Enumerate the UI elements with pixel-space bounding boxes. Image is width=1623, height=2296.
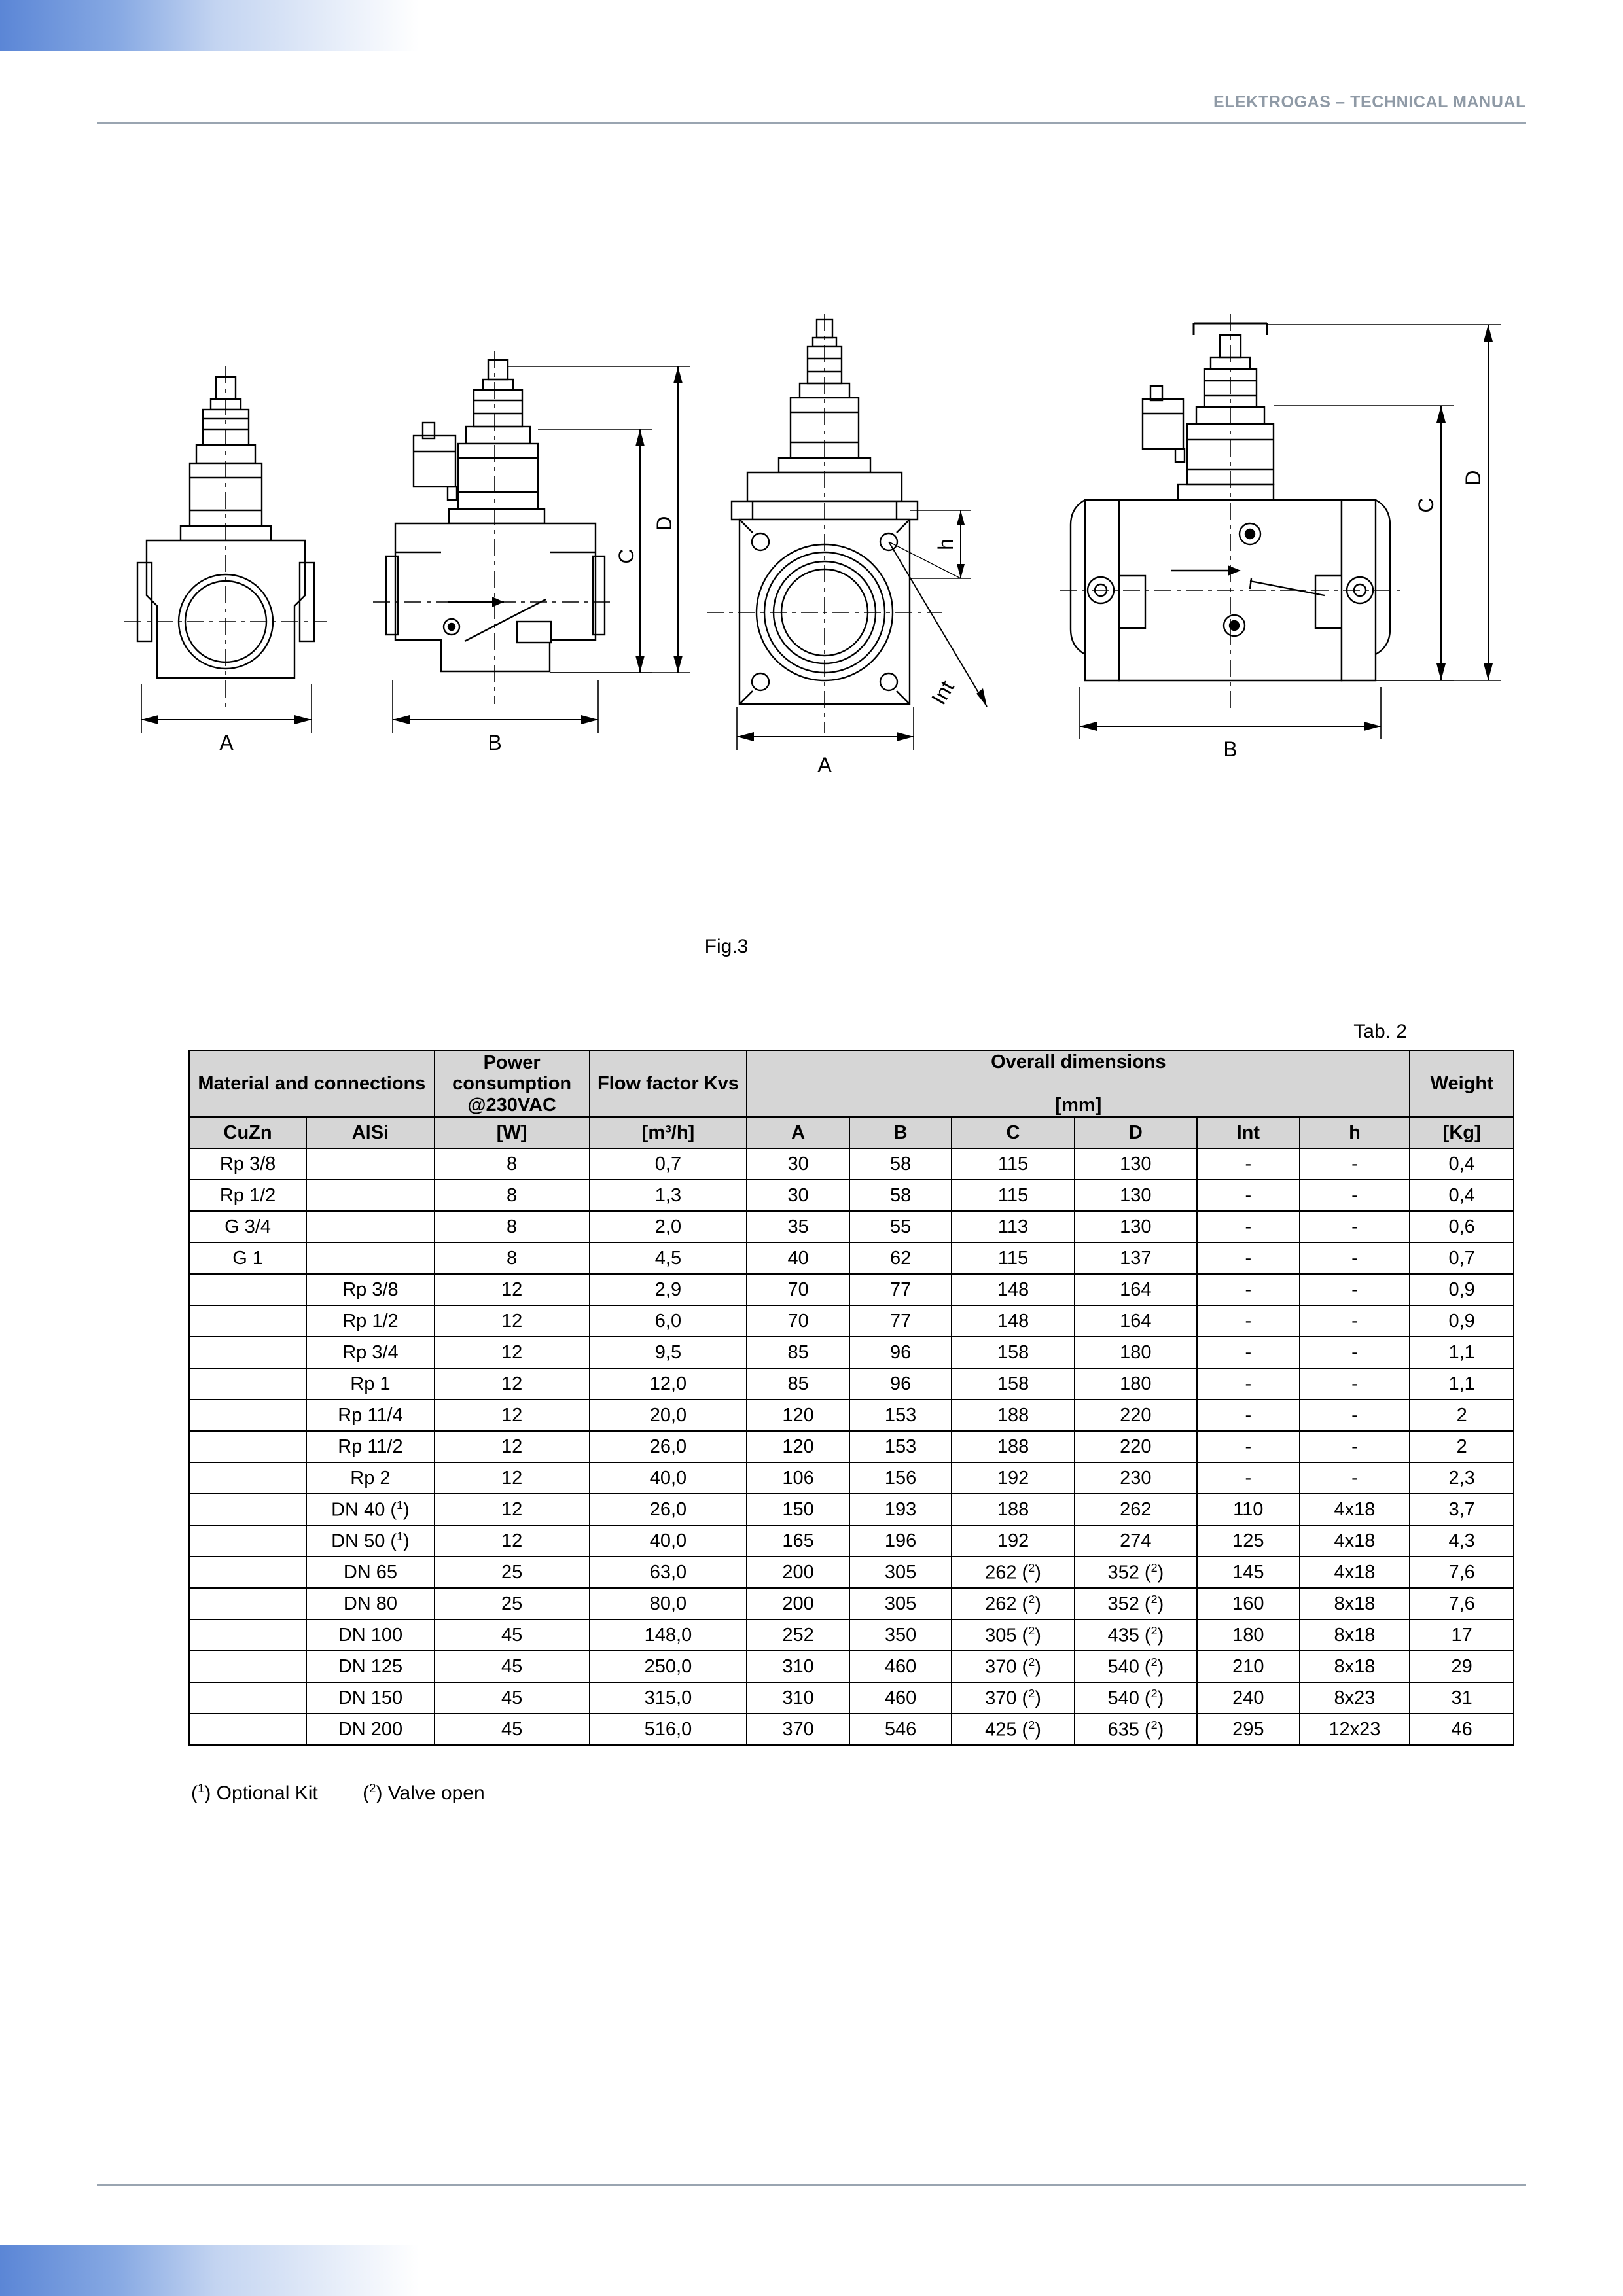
cell-aisi: DN 200 — [306, 1714, 435, 1745]
cell-int: 160 — [1197, 1588, 1299, 1619]
cell-d: 352 ($^2$) — [1075, 1588, 1197, 1619]
cell-c: 370 ($^2$) — [952, 1651, 1074, 1682]
dim-label-b-view4: B — [1223, 737, 1238, 761]
cell-int: 295 — [1197, 1714, 1299, 1745]
cell-h: - — [1300, 1180, 1410, 1211]
cell-weight: 1,1 — [1410, 1337, 1514, 1368]
valve-dimension-drawing — [98, 314, 1525, 890]
cell-a: 120 — [747, 1431, 849, 1462]
cell-c: 305 ($^2$) — [952, 1619, 1074, 1651]
cell-h: 4x18 — [1300, 1557, 1410, 1588]
cell-b: 350 — [849, 1619, 952, 1651]
cell-a: 30 — [747, 1148, 849, 1180]
header-dim-a: A — [747, 1117, 849, 1148]
cell-aisi: Rp 1 — [306, 1368, 435, 1400]
cell-cuzn: G 1 — [189, 1243, 306, 1274]
cell-power: 8 — [435, 1243, 590, 1274]
cell-int: - — [1197, 1305, 1299, 1337]
cell-power: 12 — [435, 1337, 590, 1368]
cell-int: - — [1197, 1368, 1299, 1400]
table-row — [189, 1682, 1514, 1714]
header-dim-b: B — [849, 1117, 952, 1148]
cell-c: 158 — [952, 1337, 1074, 1368]
cell-a: 370 — [747, 1714, 849, 1745]
cell-power: 12 — [435, 1305, 590, 1337]
footnote-1: ($^1$) Optional Kit — [191, 1781, 318, 1804]
header-dim-int: Int — [1197, 1117, 1299, 1148]
cell-power: 45 — [435, 1651, 590, 1682]
cell-weight: 31 — [1410, 1682, 1514, 1714]
cell-aisi: DN 100 — [306, 1619, 435, 1651]
cell-int: - — [1197, 1431, 1299, 1462]
cell-c: 188 — [952, 1400, 1074, 1431]
cell-kvs: 315,0 — [590, 1682, 747, 1714]
cell-a: 106 — [747, 1462, 849, 1494]
cell-weight: 7,6 — [1410, 1557, 1514, 1588]
cell-d: 230 — [1075, 1462, 1197, 1494]
table-row — [189, 1148, 1514, 1180]
cell-cuzn: Rp 1/2 — [189, 1180, 306, 1211]
cell-int: 240 — [1197, 1682, 1299, 1714]
cell-b: 58 — [849, 1148, 952, 1180]
cell-d: 540 ($^2$) — [1075, 1682, 1197, 1714]
cell-h: - — [1300, 1368, 1410, 1400]
cell-h: - — [1300, 1243, 1410, 1274]
cell-int: - — [1197, 1180, 1299, 1211]
header-aisi: AlSi — [306, 1117, 435, 1148]
cell-d: 130 — [1075, 1180, 1197, 1211]
cell-a: 30 — [747, 1180, 849, 1211]
cell-power: 12 — [435, 1431, 590, 1462]
cell-kvs: 9,5 — [590, 1337, 747, 1368]
cell-d: 220 — [1075, 1431, 1197, 1462]
cell-h: - — [1300, 1274, 1410, 1305]
cell-b: 193 — [849, 1494, 952, 1525]
cell-d: 435 ($^2$) — [1075, 1619, 1197, 1651]
footnote-2: ($^2$) Valve open — [363, 1781, 485, 1804]
cell-d: 164 — [1075, 1274, 1197, 1305]
footnote-1-marker: 1 — [198, 1781, 205, 1795]
cell-power: 8 — [435, 1148, 590, 1180]
cell-kvs: 26,0 — [590, 1431, 747, 1462]
cell-weight: 29 — [1410, 1651, 1514, 1682]
header-weight-unit: [Kg] — [1410, 1117, 1514, 1148]
cell-kvs: 63,0 — [590, 1557, 747, 1588]
cell-d: 220 — [1075, 1400, 1197, 1431]
cell-cuzn — [189, 1682, 306, 1714]
dim-label-h-view3: h — [934, 539, 957, 550]
footer-divider — [97, 2184, 1526, 2186]
cell-h: - — [1300, 1400, 1410, 1431]
dim-label-c-view2: C — [615, 548, 638, 564]
cell-b: 58 — [849, 1180, 952, 1211]
cell-weight: 2 — [1410, 1400, 1514, 1431]
cell-weight: 46 — [1410, 1714, 1514, 1745]
cell-power: 45 — [435, 1714, 590, 1745]
table-row — [189, 1462, 1514, 1494]
cell-aisi: DN 40 ($^1$) — [306, 1494, 435, 1525]
cell-a: 165 — [747, 1525, 849, 1557]
specifications-table — [188, 1050, 1514, 1746]
header-weight: Weight — [1410, 1051, 1514, 1117]
cell-aisi — [306, 1180, 435, 1211]
cell-d: 274 — [1075, 1525, 1197, 1557]
cell-a: 85 — [747, 1368, 849, 1400]
header-power-unit: [W] — [435, 1117, 590, 1148]
cell-kvs: 2,9 — [590, 1274, 747, 1305]
cell-h: 8x18 — [1300, 1588, 1410, 1619]
dim-label-c-view4: C — [1414, 497, 1438, 513]
cell-kvs: 80,0 — [590, 1588, 747, 1619]
dim-label-d-view2: D — [652, 516, 676, 531]
cell-cuzn — [189, 1337, 306, 1368]
table-body — [189, 1148, 1514, 1745]
cell-aisi: Rp 3/8 — [306, 1274, 435, 1305]
cell-int: - — [1197, 1400, 1299, 1431]
table-header-row-subs — [189, 1117, 1514, 1148]
cell-aisi: Rp 1/2 — [306, 1305, 435, 1337]
cell-cuzn — [189, 1588, 306, 1619]
cell-power: 25 — [435, 1588, 590, 1619]
cell-b: 305 — [849, 1557, 952, 1588]
cell-a: 252 — [747, 1619, 849, 1651]
cell-h: 4x18 — [1300, 1494, 1410, 1525]
cell-a: 310 — [747, 1682, 849, 1714]
cell-c: 425 ($^2$) — [952, 1714, 1074, 1745]
cell-aisi: DN 125 — [306, 1651, 435, 1682]
table-row — [189, 1180, 1514, 1211]
view-threaded-front — [124, 366, 327, 733]
table-row — [189, 1274, 1514, 1305]
table-row — [189, 1243, 1514, 1274]
table-footnotes — [191, 1781, 485, 1805]
cell-c: 262 ($^2$) — [952, 1557, 1074, 1588]
cell-cuzn — [189, 1651, 306, 1682]
table-row — [189, 1588, 1514, 1619]
cell-b: 77 — [849, 1274, 952, 1305]
cell-weight: 4,3 — [1410, 1525, 1514, 1557]
cell-aisi: DN 50 ($^1$) — [306, 1525, 435, 1557]
cell-cuzn — [189, 1431, 306, 1462]
table-row — [189, 1400, 1514, 1431]
cell-kvs: 40,0 — [590, 1525, 747, 1557]
cell-aisi — [306, 1211, 435, 1243]
cell-h: 8x23 — [1300, 1682, 1410, 1714]
cell-b: 460 — [849, 1651, 952, 1682]
cell-aisi — [306, 1148, 435, 1180]
cell-cuzn — [189, 1494, 306, 1525]
document-header-title: ELEKTROGAS – TECHNICAL MANUAL — [1213, 93, 1526, 111]
cell-cuzn — [189, 1368, 306, 1400]
table-row — [189, 1714, 1514, 1745]
cell-kvs: 1,3 — [590, 1180, 747, 1211]
cell-weight: 0,4 — [1410, 1180, 1514, 1211]
cell-weight: 0,9 — [1410, 1274, 1514, 1305]
cell-h: - — [1300, 1431, 1410, 1462]
cell-cuzn — [189, 1557, 306, 1588]
cell-h: - — [1300, 1148, 1410, 1180]
cell-kvs: 26,0 — [590, 1494, 747, 1525]
cell-int: 110 — [1197, 1494, 1299, 1525]
cell-weight: 2,3 — [1410, 1462, 1514, 1494]
cell-weight: 0,9 — [1410, 1305, 1514, 1337]
cell-kvs: 148,0 — [590, 1619, 747, 1651]
cell-a: 70 — [747, 1274, 849, 1305]
cell-b: 153 — [849, 1400, 952, 1431]
cell-aisi: Rp 2 — [306, 1462, 435, 1494]
cell-power: 12 — [435, 1462, 590, 1494]
cell-weight: 17 — [1410, 1619, 1514, 1651]
table-row — [189, 1305, 1514, 1337]
cell-power: 8 — [435, 1180, 590, 1211]
header-flow-factor: Flow factor Kvs — [590, 1051, 747, 1117]
header-power-consumption: Power consumption @230VAC — [435, 1051, 590, 1117]
page-top-decoration — [0, 0, 1623, 51]
cell-b: 55 — [849, 1211, 952, 1243]
cell-a: 120 — [747, 1400, 849, 1431]
cell-h: 8x18 — [1300, 1651, 1410, 1682]
cell-int: - — [1197, 1462, 1299, 1494]
cell-a: 310 — [747, 1651, 849, 1682]
header-cuzn: CuZn — [189, 1117, 306, 1148]
cell-kvs: 516,0 — [590, 1714, 747, 1745]
cell-power: 12 — [435, 1368, 590, 1400]
cell-power: 45 — [435, 1682, 590, 1714]
cell-c: 158 — [952, 1368, 1074, 1400]
cell-a: 85 — [747, 1337, 849, 1368]
cell-b: 156 — [849, 1462, 952, 1494]
cell-h: - — [1300, 1337, 1410, 1368]
cell-weight: 0,7 — [1410, 1243, 1514, 1274]
cell-cuzn: G 3/4 — [189, 1211, 306, 1243]
cell-a: 70 — [747, 1305, 849, 1337]
cell-b: 62 — [849, 1243, 952, 1274]
cell-int: 180 — [1197, 1619, 1299, 1651]
cell-kvs: 12,0 — [590, 1368, 747, 1400]
cell-int: 145 — [1197, 1557, 1299, 1588]
cell-d: 635 ($^2$) — [1075, 1714, 1197, 1745]
cell-cuzn — [189, 1400, 306, 1431]
cell-power: 12 — [435, 1525, 590, 1557]
cell-aisi: DN 80 — [306, 1588, 435, 1619]
cell-c: 148 — [952, 1274, 1074, 1305]
cell-a: 150 — [747, 1494, 849, 1525]
cell-cuzn — [189, 1619, 306, 1651]
cell-b: 96 — [849, 1337, 952, 1368]
cell-cuzn — [189, 1714, 306, 1745]
cell-weight: 2 — [1410, 1431, 1514, 1462]
figure-caption — [0, 936, 1623, 958]
table-header-row-groups — [189, 1051, 1514, 1117]
table-row — [189, 1211, 1514, 1243]
cell-a: 40 — [747, 1243, 849, 1274]
cell-cuzn — [189, 1525, 306, 1557]
cell-c: 115 — [952, 1180, 1074, 1211]
table-row — [189, 1619, 1514, 1651]
footnote-2-marker: 2 — [369, 1781, 376, 1795]
footnote-2-text: ) Valve open — [376, 1782, 485, 1804]
table-row — [189, 1525, 1514, 1557]
cell-c: 370 ($^2$) — [952, 1682, 1074, 1714]
cell-cuzn — [189, 1305, 306, 1337]
table-caption: Tab. 2 — [1353, 1021, 1407, 1042]
cell-h: - — [1300, 1211, 1410, 1243]
cell-aisi: DN 65 — [306, 1557, 435, 1588]
cell-d: 130 — [1075, 1211, 1197, 1243]
cell-power: 8 — [435, 1211, 590, 1243]
cell-kvs: 0,7 — [590, 1148, 747, 1180]
dim-label-a-view1: A — [219, 731, 234, 754]
cell-int: 210 — [1197, 1651, 1299, 1682]
header-dim-h: h — [1300, 1117, 1410, 1148]
specifications-table-wrapper — [188, 1050, 1514, 1746]
cell-h: 12x23 — [1300, 1714, 1410, 1745]
cell-d: 130 — [1075, 1148, 1197, 1180]
table-head — [189, 1051, 1514, 1148]
cell-power: 45 — [435, 1619, 590, 1651]
cell-weight: 0,4 — [1410, 1148, 1514, 1180]
cell-int: 125 — [1197, 1525, 1299, 1557]
cell-kvs: 6,0 — [590, 1305, 747, 1337]
header-overall-dimensions-label: Overall dimensions — [991, 1051, 1166, 1072]
table-row — [189, 1337, 1514, 1368]
cell-b: 77 — [849, 1305, 952, 1337]
cell-weight: 0,6 — [1410, 1211, 1514, 1243]
cell-kvs: 2,0 — [590, 1211, 747, 1243]
cell-d: 180 — [1075, 1368, 1197, 1400]
cell-d: 137 — [1075, 1243, 1197, 1274]
cell-a: 200 — [747, 1588, 849, 1619]
cell-d: 164 — [1075, 1305, 1197, 1337]
cell-h: - — [1300, 1305, 1410, 1337]
cell-power: 12 — [435, 1400, 590, 1431]
table-row — [189, 1557, 1514, 1588]
cell-int: - — [1197, 1337, 1299, 1368]
cell-h: - — [1300, 1462, 1410, 1494]
cell-int: - — [1197, 1274, 1299, 1305]
cell-weight: 3,7 — [1410, 1494, 1514, 1525]
table-row — [189, 1494, 1514, 1525]
cell-kvs: 20,0 — [590, 1400, 747, 1431]
cell-c: 262 ($^2$) — [952, 1588, 1074, 1619]
cell-d: 180 — [1075, 1337, 1197, 1368]
page-bottom-decoration — [0, 2245, 1623, 2296]
cell-aisi: Rp 11/4 — [306, 1400, 435, 1431]
cell-d: 540 ($^2$) — [1075, 1651, 1197, 1682]
header-dim-c: C — [952, 1117, 1074, 1148]
cell-kvs: 40,0 — [590, 1462, 747, 1494]
cell-cuzn — [189, 1462, 306, 1494]
cell-aisi — [306, 1243, 435, 1274]
table-row — [189, 1651, 1514, 1682]
cell-c: 192 — [952, 1462, 1074, 1494]
header-divider — [97, 122, 1526, 124]
cell-weight: 7,6 — [1410, 1588, 1514, 1619]
cell-h: 8x18 — [1300, 1619, 1410, 1651]
cell-power: 12 — [435, 1494, 590, 1525]
cell-power: 12 — [435, 1274, 590, 1305]
figure-caption-text: Fig.3 — [704, 936, 749, 957]
cell-kvs: 250,0 — [590, 1651, 747, 1682]
header-overall-dimensions — [747, 1051, 1410, 1117]
cell-b: 153 — [849, 1431, 952, 1462]
cell-c: 113 — [952, 1211, 1074, 1243]
cell-b: 305 — [849, 1588, 952, 1619]
cell-b: 96 — [849, 1368, 952, 1400]
cell-cuzn — [189, 1274, 306, 1305]
cell-b: 460 — [849, 1682, 952, 1714]
dim-label-int-view3: Int — [926, 677, 959, 709]
cell-b: 546 — [849, 1714, 952, 1745]
cell-int: - — [1197, 1211, 1299, 1243]
cell-aisi: Rp 11/2 — [306, 1431, 435, 1462]
cell-c: 188 — [952, 1494, 1074, 1525]
cell-cuzn: Rp 3/8 — [189, 1148, 306, 1180]
cell-int: - — [1197, 1243, 1299, 1274]
view-threaded-side — [373, 351, 690, 733]
dim-label-d-view4: D — [1461, 470, 1485, 486]
cell-c: 148 — [952, 1305, 1074, 1337]
cell-c: 115 — [952, 1148, 1074, 1180]
cell-d: 352 ($^2$) — [1075, 1557, 1197, 1588]
dim-label-a-view3: A — [817, 753, 832, 777]
table-row — [189, 1431, 1514, 1462]
header-flow-unit: [m³/h] — [590, 1117, 747, 1148]
cell-c: 115 — [952, 1243, 1074, 1274]
cell-c: 192 — [952, 1525, 1074, 1557]
view-flanged-side — [1060, 314, 1501, 739]
cell-a: 200 — [747, 1557, 849, 1588]
cell-h: 4x18 — [1300, 1525, 1410, 1557]
dim-label-b-view2: B — [488, 731, 502, 754]
cell-power: 25 — [435, 1557, 590, 1588]
footnote-1-text: ) Optional Kit — [204, 1782, 318, 1804]
cell-int: - — [1197, 1148, 1299, 1180]
cell-d: 262 — [1075, 1494, 1197, 1525]
table-row — [189, 1368, 1514, 1400]
header-dim-d: D — [1075, 1117, 1197, 1148]
cell-kvs: 4,5 — [590, 1243, 747, 1274]
cell-a: 35 — [747, 1211, 849, 1243]
cell-aisi: Rp 3/4 — [306, 1337, 435, 1368]
cell-c: 188 — [952, 1431, 1074, 1462]
header-overall-dimensions-unit: [mm] — [1055, 1095, 1102, 1116]
cell-weight: 1,1 — [1410, 1368, 1514, 1400]
header-material-connections: Material and connections — [189, 1051, 435, 1117]
cell-b: 196 — [849, 1525, 952, 1557]
cell-aisi: DN 150 — [306, 1682, 435, 1714]
